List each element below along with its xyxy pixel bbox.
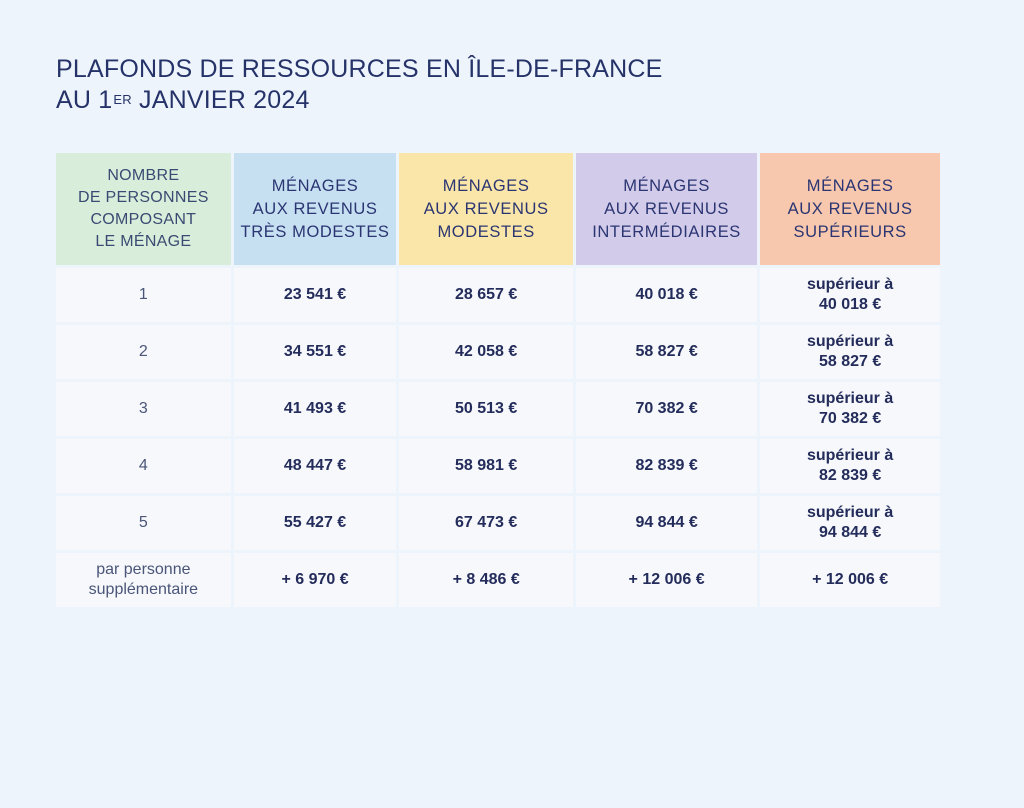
cell-very-modest-ceiling: 34 551 € [234,325,397,379]
cell-modest-ceiling: 67 473 € [399,496,573,550]
superior-line: supérieur à [806,504,894,521]
cell-superior-threshold [760,325,940,379]
superior-line: 70 382 € [818,410,882,427]
superior-line: 40 018 € [818,296,882,313]
cell-modest-ceiling: 42 058 € [399,325,573,379]
row-label-line: supplémentaire [88,581,199,598]
cell-superior-threshold [760,496,940,550]
table-row [56,553,940,607]
title-line-1: PLAFONDS DE RESSOURCES EN ÎLE-DE-FRANCE [56,55,663,83]
cell-modest-ceiling: 50 513 € [399,382,573,436]
superior-line: supérieur à [806,333,894,350]
row-household-size [56,496,231,550]
header-line: COMPOSANT [90,211,197,228]
table-row [56,496,940,550]
row-household-size [56,382,231,436]
row-label-line: 5 [138,514,148,531]
superior-line: + 12 006 € [812,571,889,588]
header-superior-income [760,153,940,265]
row-household-size [56,553,231,607]
superior-line: supérieur à [806,447,894,464]
income-ceilings-table [53,150,943,610]
header-line: TRÈS MODESTES [240,222,390,241]
row-label-line: par personne [96,561,191,578]
superior-line: 58 827 € [818,353,882,370]
table-body [56,268,940,607]
table-row [56,439,940,493]
row-label-line: 1 [138,286,148,303]
title-date-prefix: AU 1 [56,86,113,114]
header-line: DE PERSONNES [77,189,209,206]
cell-intermediate-ceiling: 58 827 € [576,325,757,379]
row-label-line: 3 [138,400,148,417]
cell-very-modest-ceiling: 55 427 € [234,496,397,550]
title-line-2 [56,85,663,116]
row-label-line: 2 [138,343,148,360]
header-line: SUPÉRIEURS [793,222,907,241]
header-line: AUX REVENUS [604,199,730,218]
cell-intermediate-ceiling: + 12 006 € [576,553,757,607]
superior-line: supérieur à [806,276,894,293]
cell-superior-threshold [760,268,940,322]
superior-line: supérieur à [806,390,894,407]
row-label-line: 4 [138,457,148,474]
header-line: INTERMÉDIAIRES [592,222,741,241]
header-intermediate-income [576,153,757,265]
header-very-modest-income [234,153,397,265]
header-line: MÉNAGES [623,176,710,195]
superior-line: 82 839 € [818,467,882,484]
superior-line: 94 844 € [818,524,882,541]
cell-superior-threshold [760,439,940,493]
header-line: MÉNAGES [442,176,530,195]
cell-superior-threshold [760,553,940,607]
cell-very-modest-ceiling: + 6 970 € [234,553,397,607]
header-line: AUX REVENUS [423,199,549,218]
row-household-size [56,439,231,493]
table-row [56,325,940,379]
header-row [56,153,940,265]
header-line: MÉNAGES [271,176,359,195]
header-line: AUX REVENUS [787,199,913,218]
cell-intermediate-ceiling: 82 839 € [576,439,757,493]
cell-modest-ceiling: + 8 486 € [399,553,573,607]
title-date-suffix: JANVIER 2024 [131,86,310,114]
header-household-size [56,153,231,265]
cell-modest-ceiling: 58 981 € [399,439,573,493]
row-household-size [56,268,231,322]
title-ordinal-suffix: ER [113,92,132,107]
header-line: MODESTES [437,222,535,241]
header-line: AUX REVENUS [252,199,378,218]
cell-very-modest-ceiling: 23 541 € [234,268,397,322]
header-line: NOMBRE [107,167,180,184]
cell-modest-ceiling: 28 657 € [399,268,573,322]
cell-intermediate-ceiling: 70 382 € [576,382,757,436]
table-row [56,268,940,322]
cell-very-modest-ceiling: 41 493 € [234,382,397,436]
row-household-size [56,325,231,379]
cell-superior-threshold [760,382,940,436]
cell-intermediate-ceiling: 40 018 € [576,268,757,322]
cell-very-modest-ceiling: 48 447 € [234,439,397,493]
table-row [56,382,940,436]
page-title [56,54,663,116]
header-line: LE MÉNAGE [95,233,192,250]
header-modest-income [399,153,573,265]
header-line: MÉNAGES [806,176,894,195]
cell-intermediate-ceiling: 94 844 € [576,496,757,550]
